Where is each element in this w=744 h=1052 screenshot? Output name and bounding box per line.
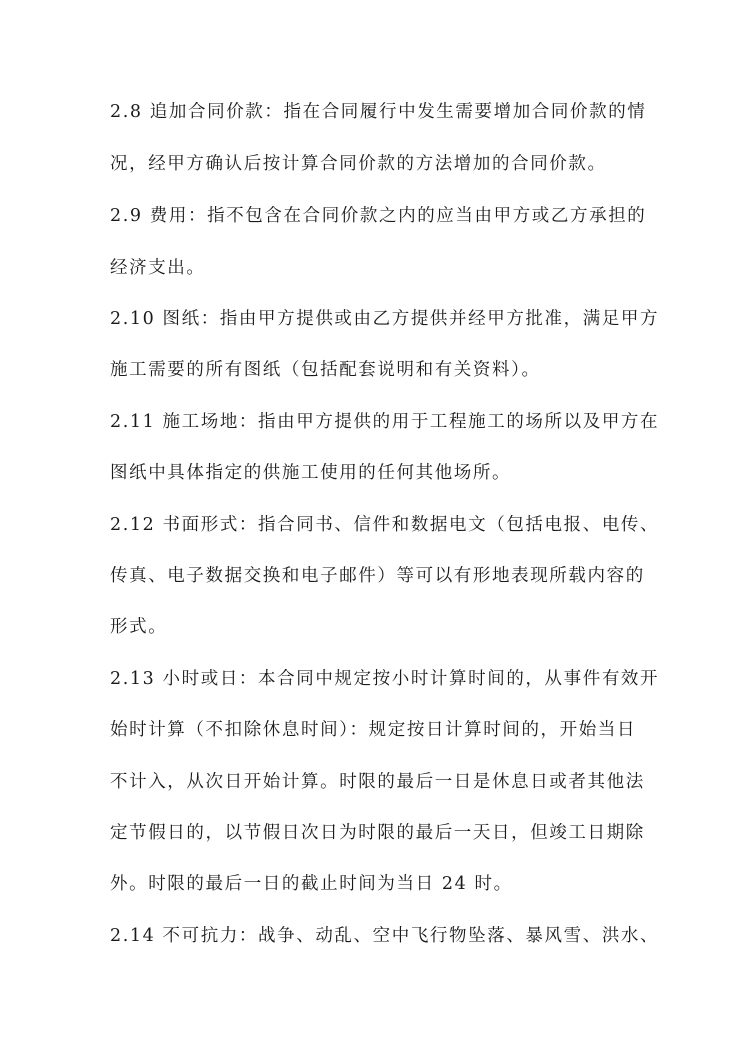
text-line: 外。时限的最后一日的截止时间为当日 24 时。: [110, 874, 513, 894]
text-line: 形式。: [110, 617, 168, 637]
text-line: 不计入，从次日开始计算。时限的最后一日是休息日或者其他法: [110, 772, 645, 792]
text-line: 2.8 追加合同价款：指在合同履行中发生需要增加合同价款的情: [110, 102, 647, 122]
text-line: 经济支出。: [110, 258, 206, 278]
text-line: 施工需要的所有图纸（包括配套说明和有关资料）。: [110, 360, 541, 380]
text-line: 传真、电子数据交换和电子邮件）等可以有形地表现所载内容的: [110, 566, 645, 586]
text-line: 况，经甲方确认后按计算合同价款的方法增加的合同价款。: [110, 154, 607, 174]
text-line: 2.10 图纸：指由甲方提供或由乙方提供并经甲方批准，满足甲方: [110, 309, 660, 329]
text-line: 2.12 书面形式：指合同书、信件和数据电文（包括电报、电传、: [110, 515, 660, 535]
text-line: 2.9 费用：指不包含在合同价款之内的应当由甲方或乙方承担的: [110, 206, 647, 226]
text-line: 2.11 施工场地：指由甲方提供的用于工程施工的场所以及甲方在: [110, 412, 660, 432]
text-line: 2.14 不可抗力：战争、动乱、空中飞行物坠落、暴风雪、洪水、: [110, 926, 660, 946]
text-line: 定节假日的，以节假日次日为时限的最后一天日，但竣工日期除: [110, 823, 645, 843]
text-line: 图纸中具体指定的供施工使用的任何其他场所。: [110, 463, 512, 483]
text-line: 始时计算（不扣除休息时间）：规定按日计算时间的，开始当日: [110, 720, 637, 740]
text-line: 2.13 小时或日：本合同中规定按小时计算时间的，从事件有效开: [110, 669, 660, 689]
